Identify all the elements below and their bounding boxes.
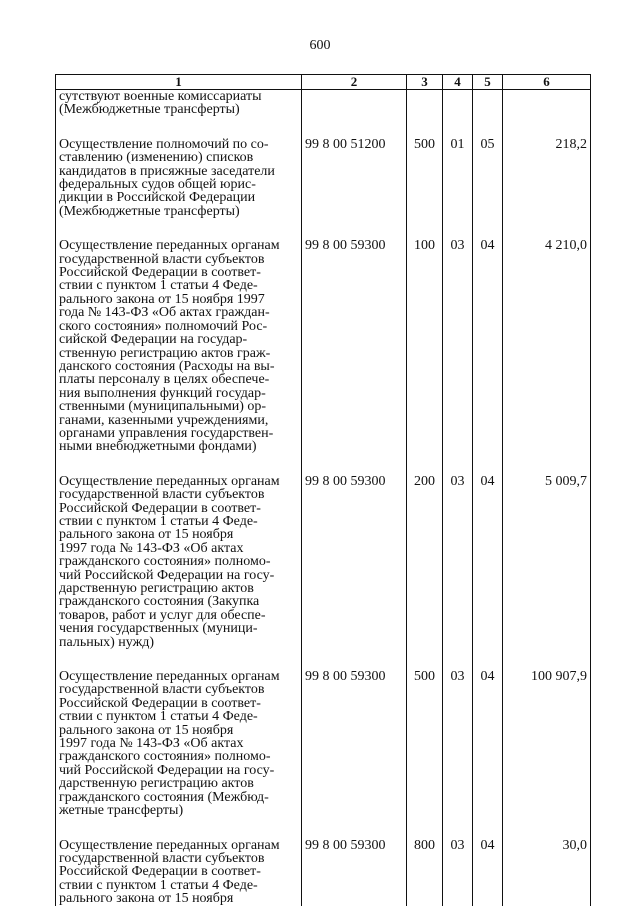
expense-name-line: дикции в Российской Федерации bbox=[59, 190, 256, 206]
spacer-cell bbox=[56, 818, 302, 839]
expense-name-line: дарственную регистрацию актов bbox=[59, 581, 254, 596]
column-header-1: 1 bbox=[56, 75, 302, 90]
subsection-cell bbox=[473, 90, 503, 117]
target-article-code-cell: 99 8 00 59300 bbox=[302, 839, 407, 906]
amount-cell: 100 907,9 bbox=[503, 670, 591, 817]
amount-cell: 218,2 bbox=[503, 138, 591, 218]
subsection-cell: 04 bbox=[473, 839, 503, 906]
expense-name-line: пальных) нужд) bbox=[59, 634, 155, 650]
row-spacer bbox=[56, 218, 591, 239]
expense-name-cell bbox=[56, 90, 302, 117]
column-header-6: 6 bbox=[503, 75, 591, 90]
expense-name-cell bbox=[56, 670, 302, 817]
spacer-cell bbox=[473, 649, 503, 670]
expense-name-cell bbox=[56, 475, 302, 649]
section-cell: 03 bbox=[443, 475, 473, 649]
spacer-cell bbox=[503, 117, 591, 138]
target-article-code-cell bbox=[302, 90, 407, 117]
spacer-cell bbox=[503, 218, 591, 239]
column-header-2: 2 bbox=[302, 75, 407, 90]
expense-name-line: органами управления государствен- bbox=[59, 425, 274, 441]
expense-name-line: рального закона от 15 ноября 1997 bbox=[59, 291, 265, 307]
column-header-4: 4 bbox=[443, 75, 473, 90]
row-spacer bbox=[56, 818, 591, 839]
expense-name-line: ствии с пунктом 1 статьи 4 Феде- bbox=[59, 709, 258, 725]
expense-name-line: ния выполнения функций государ- bbox=[59, 385, 266, 401]
expense-name-line: данского состояния (Расходы на вы- bbox=[59, 358, 275, 374]
spacer-cell bbox=[503, 818, 591, 839]
spacer-cell bbox=[473, 117, 503, 138]
expense-name-line: кандидатов в присяжные заседатели bbox=[59, 163, 275, 179]
expense-name-line: рального закона от 15 ноября bbox=[59, 527, 234, 543]
spacer-cell bbox=[443, 818, 473, 839]
expense-name-line: Российской Федерации в соответ- bbox=[59, 864, 261, 880]
spacer-cell bbox=[473, 818, 503, 839]
expense-name-line: (Межбюджетные трансферты) bbox=[59, 203, 240, 219]
expense-type-cell: 500 bbox=[407, 670, 443, 817]
spacer-cell bbox=[503, 649, 591, 670]
spacer-cell bbox=[56, 454, 302, 475]
column-header-3: 3 bbox=[407, 75, 443, 90]
expense-name-line: Российской Федерации в соответ- bbox=[59, 695, 261, 711]
spacer-cell bbox=[302, 818, 407, 839]
expense-name-line: товаров, работ и услуг для обеспе- bbox=[59, 607, 266, 623]
expense-type-cell: 100 bbox=[407, 239, 443, 454]
table-header-row bbox=[56, 75, 591, 90]
expense-name-line: ставлению (изменению) списков bbox=[59, 150, 254, 166]
expense-name-line: (Межбюджетные трансферты) bbox=[59, 102, 240, 118]
expense-name-line: Осуществление переданных органам bbox=[59, 473, 280, 489]
spacer-cell bbox=[407, 454, 443, 475]
spacer-cell bbox=[407, 818, 443, 839]
spacer-cell bbox=[473, 218, 503, 239]
column-header-5: 5 bbox=[473, 75, 503, 90]
expense-name-line: ственными (муниципальными) ор- bbox=[59, 399, 267, 415]
expense-name-line: платы персоналу в целях обеспече- bbox=[59, 372, 270, 388]
amount-cell: 30,0 bbox=[503, 839, 591, 906]
spacer-cell bbox=[443, 117, 473, 138]
expense-name-line: гражданского состояния» полномо- bbox=[59, 554, 271, 570]
spacer-cell bbox=[473, 454, 503, 475]
expense-name-line: 1997 года № 143-ФЗ «Об актах bbox=[59, 540, 244, 556]
spacer-cell bbox=[407, 117, 443, 138]
expense-type-cell: 800 bbox=[407, 839, 443, 906]
table-row bbox=[56, 670, 591, 817]
expense-name-line: чения государственных (муници- bbox=[59, 621, 258, 637]
expense-name-line: гражданского состояния» полномо- bbox=[59, 749, 271, 765]
spacer-cell bbox=[56, 218, 302, 239]
expense-name-line: дарственную регистрацию актов bbox=[59, 776, 254, 792]
table-row bbox=[56, 239, 591, 454]
expense-name-line: государственной власти субъектов bbox=[59, 251, 265, 267]
spacer-cell bbox=[302, 117, 407, 138]
expense-name-line: Осуществление переданных органам bbox=[59, 669, 280, 685]
expense-name-line: государственной власти субъектов bbox=[59, 850, 265, 866]
spacer-cell bbox=[302, 649, 407, 670]
expense-name-line: ствии с пунктом 1 статьи 4 Феде- bbox=[59, 513, 258, 529]
row-spacer bbox=[56, 117, 591, 138]
spacer-cell bbox=[443, 454, 473, 475]
expense-name-line: года № 143-ФЗ «Об актах граждан- bbox=[59, 305, 270, 321]
expense-type-cell bbox=[407, 90, 443, 117]
section-cell bbox=[443, 90, 473, 117]
spacer-cell bbox=[407, 649, 443, 670]
expense-name-line: чий Российской Федерации на госу- bbox=[59, 567, 275, 583]
target-article-code-cell: 99 8 00 59300 bbox=[302, 475, 407, 649]
expense-name-line: ствии с пунктом 1 статьи 4 Феде- bbox=[59, 278, 258, 294]
expense-name-line: сутствуют военные комиссариаты bbox=[59, 89, 262, 104]
budget-table bbox=[55, 74, 591, 906]
expense-name-line: Российской Федерации в соответ- bbox=[59, 265, 261, 281]
subsection-cell: 04 bbox=[473, 239, 503, 454]
target-article-code-cell: 99 8 00 59300 bbox=[302, 670, 407, 817]
spacer-cell bbox=[56, 117, 302, 138]
target-article-code-cell: 99 8 00 59300 bbox=[302, 239, 407, 454]
table-row bbox=[56, 90, 591, 117]
spacer-cell bbox=[302, 218, 407, 239]
spacer-cell bbox=[56, 649, 302, 670]
table-row bbox=[56, 138, 591, 218]
expense-name-line: гражданского состояния (Закупка bbox=[59, 594, 260, 610]
section-cell: 03 bbox=[443, 239, 473, 454]
row-spacer bbox=[56, 454, 591, 475]
expense-name-line: Осуществление переданных органам bbox=[59, 837, 280, 853]
expense-type-cell: 500 bbox=[407, 138, 443, 218]
expense-name-line: Осуществление полномочий по со- bbox=[59, 136, 269, 152]
subsection-cell: 05 bbox=[473, 138, 503, 218]
spacer-cell bbox=[443, 649, 473, 670]
table-body bbox=[56, 90, 591, 906]
expense-name-line: государственной власти субъектов bbox=[59, 682, 265, 698]
amount-cell: 5 009,7 bbox=[503, 475, 591, 649]
expense-name-line: федеральных судов общей юрис- bbox=[59, 177, 256, 193]
expense-name-line: чий Российской Федерации на госу- bbox=[59, 762, 275, 778]
expense-name-line: Российской Федерации в соответ- bbox=[59, 500, 261, 516]
target-article-code-cell: 99 8 00 51200 bbox=[302, 138, 407, 218]
expense-name-line: Осуществление переданных органам bbox=[59, 238, 280, 254]
expense-name-line: ского состояния» полномочий Рос- bbox=[59, 318, 268, 334]
expense-name-line: сийской Федерации на государ- bbox=[59, 332, 248, 348]
spacer-cell bbox=[503, 454, 591, 475]
amount-cell bbox=[503, 90, 591, 117]
row-spacer bbox=[56, 649, 591, 670]
spacer-cell bbox=[443, 218, 473, 239]
section-cell: 03 bbox=[443, 670, 473, 817]
spacer-cell bbox=[407, 218, 443, 239]
spacer-cell bbox=[302, 454, 407, 475]
expense-name-line: ствии с пунктом 1 статьи 4 Феде- bbox=[59, 877, 258, 893]
expense-name-line: рального закона от 15 ноября bbox=[59, 722, 234, 738]
amount-cell: 4 210,0 bbox=[503, 239, 591, 454]
expense-name-line: ственную регистрацию актов граж- bbox=[59, 345, 271, 361]
expense-name-line: жетные трансферты) bbox=[59, 803, 184, 819]
expense-type-cell: 200 bbox=[407, 475, 443, 649]
table-row bbox=[56, 475, 591, 649]
expense-name-cell bbox=[56, 839, 302, 906]
expense-name-line: 1997 года № 143-ФЗ «Об актах bbox=[59, 736, 244, 752]
section-cell: 03 bbox=[443, 839, 473, 906]
expense-name-cell bbox=[56, 239, 302, 454]
page-number: 600 bbox=[309, 38, 331, 53]
subsection-cell: 04 bbox=[473, 475, 503, 649]
table-row bbox=[56, 839, 591, 906]
expense-name-cell bbox=[56, 138, 302, 218]
section-cell: 01 bbox=[443, 138, 473, 218]
subsection-cell: 04 bbox=[473, 670, 503, 817]
expense-name-line: ными внебюджетными фондами) bbox=[59, 439, 257, 455]
expense-name-line: государственной власти субъектов bbox=[59, 487, 265, 503]
expense-name-line: гражданского состояния (Межбюд- bbox=[59, 789, 269, 805]
expense-name-line: ганами, казенными учреждениями, bbox=[59, 412, 269, 428]
expense-name-line: рального закона от 15 ноября bbox=[59, 891, 234, 906]
